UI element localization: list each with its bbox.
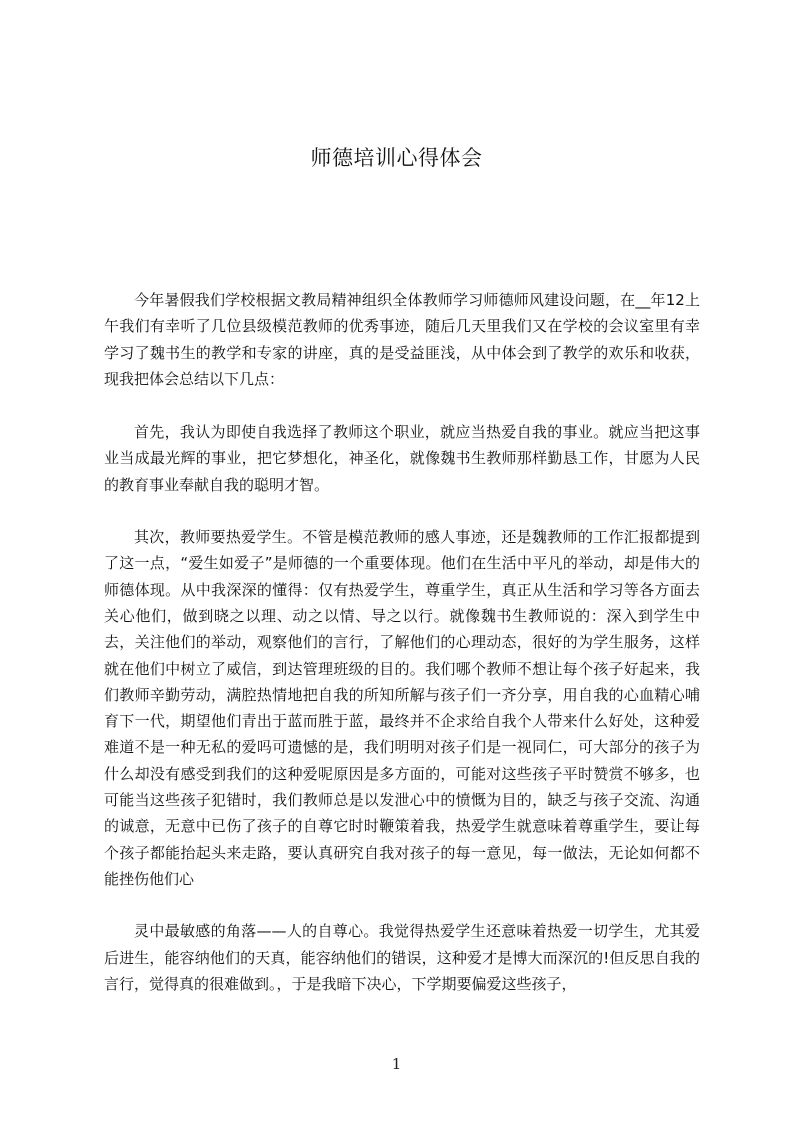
paragraph-continuation: 灵中最敏感的角落——人的自尊心。我觉得热爱学生还意味着热爱一切学生，尤其爱后进生，能容纳他们的天真，能容纳他们的错误，这种爱才是博大而深沉的!但反思自我的言行，觉得真的很难做到。，于是我暗下决心，下学期要偏爱这些孩子， [104,922,700,993]
document-title: 师德培训心得体会 [310,146,483,170]
paragraph-intro: 今年暑假我们学校根据文教局精神组织全体教师学习师德师风建设问题，在__年12上午我们有幸听了几位县级模范教师的优秀事迹，随后几天里我们又在学校的会议室里有幸学习了魏书生的教学和专家的讲座，真的是受益匪浅，从中体会到了教学的欢乐和收获，现我把体会总结以下几点： [104,291,700,388]
page-number: 1 [391,1055,402,1073]
paragraph-second-point: 其次，教师要热爱学生。不管是模范教师的感人事迹，还是魏教师的工作汇报都提到了这一点，“爱生如爱子”是师德的一个重要体现。他们在生活中平凡的举动，却是伟大的师德体现。从中我深深的懂得：仅有热爱学生，尊重学生，真正从生活和学习等各方面去关心他们，做到晓之以理、动之以情、导之以行。就像魏书生教师说的：深入到学生中去，关注他们的举动，观察他们的言行，了解他们的心理动态，很好的为学生服务，这样就在他们中树立了威信，到达管理班级的目的。我们哪个教师不想让每个孩子好起来，我们教师辛勤劳动，满腔热情地把自我的所知所解与孩子们一齐分享，用自我的心血精心哺育下一代，期望他们青出于蓝而胜于蓝，最终并不企求给自我个人带来什么好处，这种爱难道不是一种无私的爱吗可遗憾的是，我们明明对孩子们是一视同仁，可大部分的孩子为什么却没有感受到我们的这种爱呢原因是多方面的，可能对这些孩子平时赞赏不够多，也可能当这些孩子犯错时，我们教师总是以发泄心中的愤慨为目的，缺乏与孩子交流、沟通的诚意，无意中已伤了孩子的自尊它时时鞭策着我，热爱学生就意味着尊重学生，要让每个孩子都能抬起头来走路，要认真研究自我对孩子的每一意见，每一做法，无论如何都不能挫伤他们心 [104,528,700,888]
document-body [104,287,700,1023]
paragraph-first-point: 首先，我认为即使自我选择了教师这个职业，就应当热爱自我的事业。就应当把这事业当成最光辉的事业，把它梦想化，神圣化，就像魏书生教师那样勤恳工作，甘愿为人民的教育事业奉献自我的聪明才智。 [104,423,700,494]
